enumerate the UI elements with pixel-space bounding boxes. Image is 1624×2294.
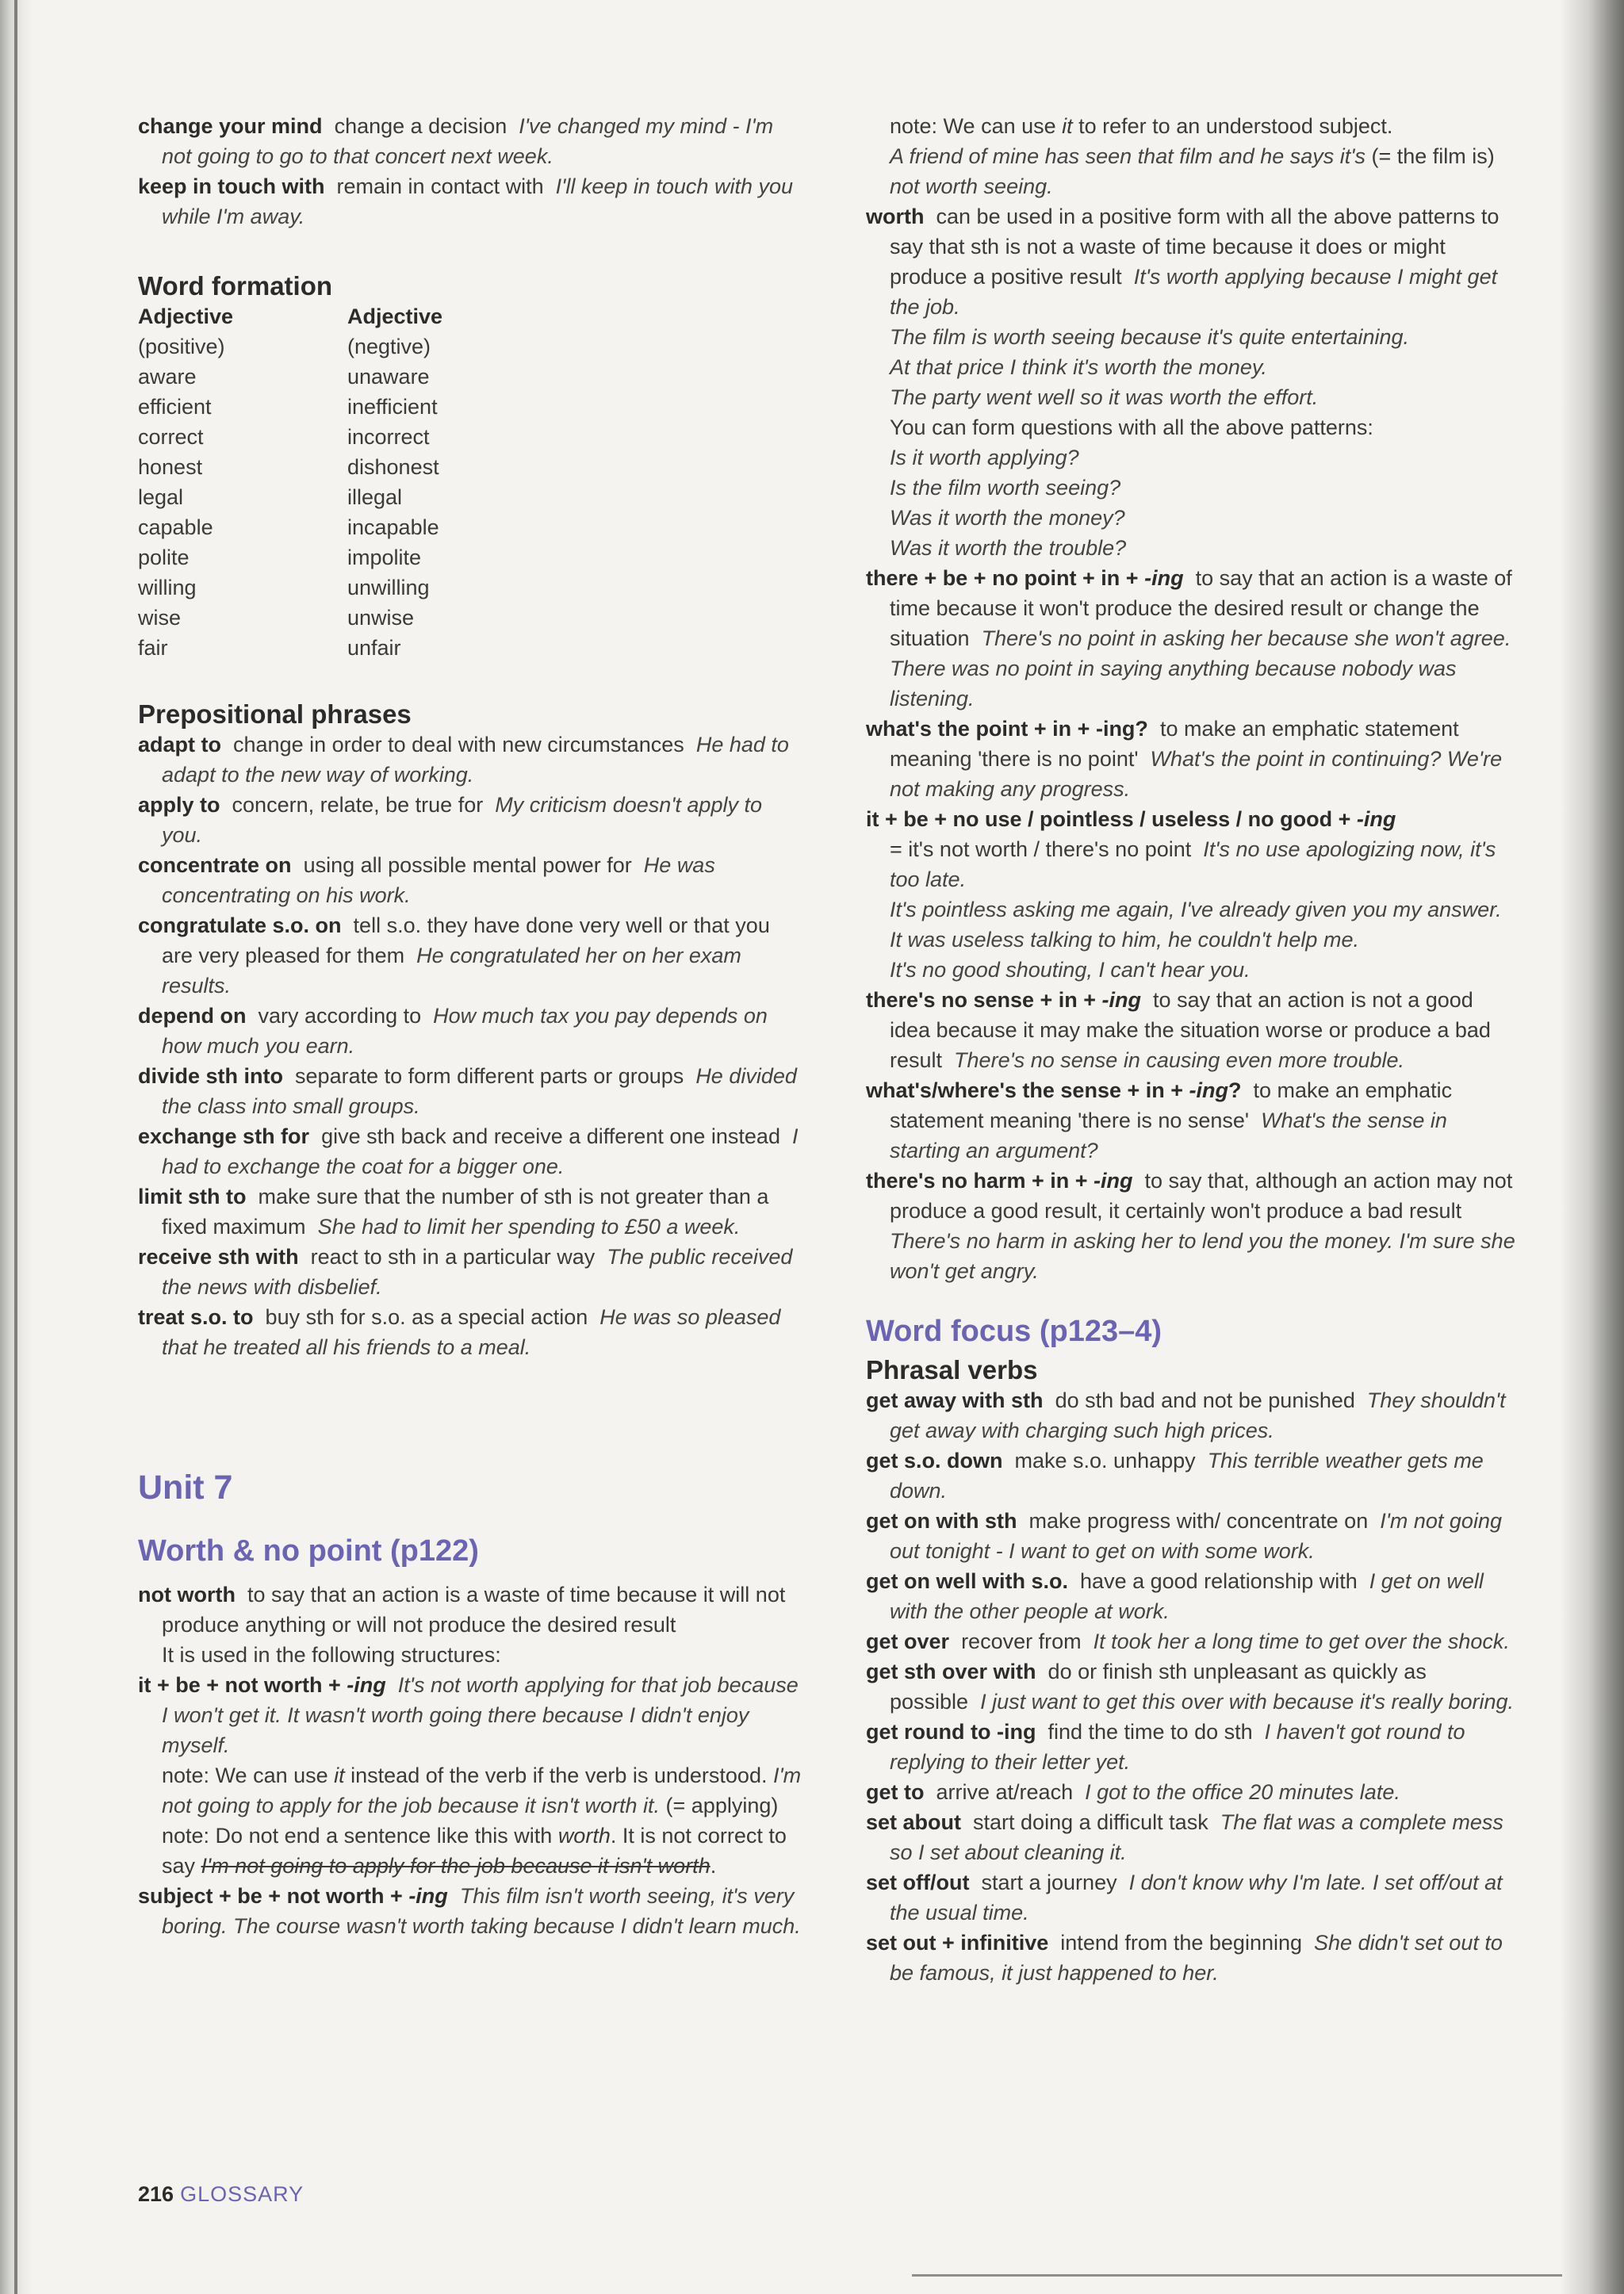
definition: to say that an action is a waste of time because it will not produce anything or will not produce the desired result: [162, 1583, 786, 1637]
term: get away with sth: [866, 1388, 1044, 1412]
term-text: it + be + not worth +: [138, 1673, 347, 1697]
definition: can be used in a positive form with all the above patterns to say that sth is not a waste of time because it does or might produce a positive result: [890, 205, 1500, 289]
negative-adjective: unaware: [347, 365, 430, 389]
example: How much tax you pay depends on how much you earn.: [162, 1004, 768, 1058]
negative-adjective: unfair: [347, 636, 401, 660]
term: [138, 1673, 386, 1697]
term: get over: [866, 1630, 950, 1653]
positive-adjective: polite: [138, 546, 190, 569]
definition: do sth bad and not be punished: [1055, 1388, 1355, 1412]
example: My criticism doesn't apply to you.: [162, 793, 762, 847]
glossary-entry: [866, 1928, 1516, 1988]
positive-adjective: fair: [138, 636, 168, 660]
note-example: I'm not going to apply for the job because it isn't worth it.: [162, 1764, 802, 1817]
phrasal-verbs-heading: Phrasal verbs: [866, 1355, 1038, 1384]
term: [138, 1884, 448, 1908]
note-worth: worth: [557, 1824, 611, 1848]
note-text: . It is not correct to say: [162, 1824, 787, 1878]
example: I get on well with the other people at work.: [890, 1569, 1484, 1623]
negative-adjective: illegal: [347, 485, 403, 509]
positive-adjective: willing: [138, 576, 197, 599]
right-column: [866, 111, 1516, 1988]
glossary-entry: [138, 850, 804, 910]
example: I haven't got round to replying to their letter yet.: [890, 1720, 1465, 1774]
definition: find the time to do sth: [1048, 1720, 1253, 1744]
example: There's no sense in causing even more trouble.: [954, 1048, 1405, 1072]
question-example: Is the film worth seeing?: [890, 476, 1121, 500]
example: I've changed my mind - I'm not going to go to that concert next week.: [162, 114, 774, 168]
questions-line: You can form questions with all the above patterns:: [890, 416, 1373, 439]
negative-adjective: unwilling: [347, 576, 430, 599]
term: get s.o. down: [866, 1449, 1003, 1473]
glossary-entry: [866, 1807, 1516, 1867]
definition: to make an emphatic statement meaning 'there is no sense': [890, 1078, 1453, 1132]
glossary-entry: [138, 1121, 804, 1181]
term-text: there's no harm + in +: [866, 1169, 1094, 1193]
definition: = it's not worth / there's no point: [890, 837, 1192, 861]
term-ing: -ing: [1094, 1169, 1133, 1193]
term: [866, 807, 1396, 831]
entry-no-sense: [866, 985, 1516, 1075]
definition: concern, relate, be true for: [232, 793, 484, 817]
definition: react to sth in a particular way: [310, 1245, 596, 1269]
entry-subject-be-not-worth: [138, 1881, 804, 1941]
definition: to say that an action is a waste of time because it won't produce the desired result or change the situation: [890, 566, 1512, 650]
glossary-entry: [866, 1626, 1516, 1656]
note-text: note: Do not end a sentence like this with: [162, 1824, 558, 1848]
example-line: It was useless talking to him, he couldn't help me.: [890, 928, 1359, 952]
term: congratulate s.o. on: [138, 913, 342, 937]
example: It's worth applying because I might get the job.: [890, 265, 1498, 319]
term: get to: [866, 1780, 925, 1804]
example: He was concentrating on his work.: [162, 853, 715, 907]
book-spine: [14, 0, 17, 2294]
definition: do or finish sth unpleasant as quickly as possible: [890, 1660, 1427, 1714]
glossary-entry: [138, 1302, 804, 1362]
term: limit sth to: [138, 1185, 247, 1208]
note-do-not-end: [138, 1821, 804, 1881]
wf-subheader: (positive): [138, 335, 225, 358]
word-formation-table: [138, 301, 804, 663]
negative-adjective: incapable: [347, 515, 439, 539]
example: It's no use apologizing now, it's too late.: [890, 837, 1496, 891]
example-line: It's no good shouting, I can't hear you.: [890, 958, 1251, 982]
wf-header: Adjective: [138, 304, 234, 328]
example-line: The film is worth seeing because it's quite entertaining.: [890, 325, 1410, 349]
intro-entries: [138, 111, 804, 232]
example: They shouldn't get away with charging such high prices.: [890, 1388, 1506, 1442]
definition: intend from the beginning: [1060, 1931, 1303, 1955]
term: treat s.o. to: [138, 1305, 254, 1329]
term: get round to -ing: [866, 1720, 1036, 1744]
definition: arrive at/reach: [936, 1780, 1074, 1804]
note-it-instead: [138, 1760, 804, 1821]
example: What's the point in continuing? We're not making any progress.: [890, 747, 1503, 801]
glossary-entry: [866, 1446, 1516, 1506]
entry-it-be-not-worth: [138, 1670, 804, 1760]
note-text: note: We can use: [162, 1764, 335, 1787]
term: change your mind: [138, 114, 323, 138]
term: get on with sth: [866, 1509, 1017, 1533]
term: worth: [866, 205, 925, 228]
glossary-entry: [138, 1242, 804, 1302]
page-footer: [138, 2182, 304, 2207]
term-ing: -ing: [1101, 988, 1142, 1012]
example: He had to adapt to the new way of working.: [162, 733, 789, 787]
positive-adjective: aware: [138, 365, 197, 389]
example: It took her a long time to get over the shock.: [1093, 1630, 1510, 1653]
unit-title: Unit 7: [138, 1469, 233, 1507]
glossary-entry: [866, 1867, 1516, 1928]
glossary-entry: [138, 730, 804, 790]
example: It's not worth applying for that job because I won't get it. It wasn't worth going there because I didn't enjoy myself.: [162, 1673, 799, 1757]
footer-label: GLOSSARY: [180, 2182, 304, 2206]
note-text: note: We can use: [890, 114, 1063, 138]
example: He was so pleased that he treated all his friends to a meal.: [162, 1305, 781, 1359]
glossary-entry: [138, 1001, 804, 1061]
example: There's no point in asking her because she won't agree. There was no point in saying anything because nobody was listening.: [890, 626, 1511, 710]
phrasal-entries: [866, 1385, 1516, 1988]
definition: remain in contact with: [336, 174, 544, 198]
glossary-entry: [138, 171, 804, 232]
term: exchange sth for: [138, 1124, 310, 1148]
wf-subheader: (negtive): [347, 335, 431, 358]
term: what's the point + in + -ing?: [866, 717, 1148, 741]
definition: to say that, although an action may not produce a good result, it certainly won't produce a bad result: [890, 1169, 1513, 1223]
entry-worth: [866, 201, 1516, 322]
term-ing: -ing: [347, 1673, 386, 1697]
left-column: [138, 111, 804, 1941]
definition: to say that an action is not a good idea because it may make the situation worse or produce a bad result: [890, 988, 1491, 1072]
prepositional-entries: [138, 730, 804, 1362]
definition: start a journey: [981, 1871, 1117, 1894]
definition: give sth back and receive a different one instead: [321, 1124, 780, 1148]
glossary-entry: [866, 1385, 1516, 1446]
entry-whats-the-sense: [866, 1075, 1516, 1166]
structures-line: It is used in the following structures:: [162, 1643, 501, 1667]
word-formation-heading: Word formation: [138, 271, 333, 301]
note-text: (= the film is): [1365, 144, 1495, 168]
term-ing: -ing: [1189, 1078, 1228, 1102]
term: adapt to: [138, 733, 221, 756]
example: The flat was a complete mess so I set about cleaning it.: [890, 1810, 1503, 1864]
glossary-entry: [866, 1717, 1516, 1777]
term: get sth over with: [866, 1660, 1036, 1683]
glossary-entry: [138, 1181, 804, 1242]
definition: change in order to deal with new circumstances: [233, 733, 684, 756]
term: [866, 1169, 1133, 1193]
definition: make progress with/ concentrate on: [1028, 1509, 1369, 1533]
example: What's the sense in starting an argument?: [890, 1109, 1447, 1162]
positive-adjective: wise: [138, 606, 182, 630]
strikethrough-example: I'm not going to apply for the job because it isn't worth: [201, 1854, 710, 1878]
definition: buy sth for s.o. as a special action: [265, 1305, 588, 1329]
term: concentrate on: [138, 853, 292, 877]
term: set about: [866, 1810, 962, 1834]
definition: to make an emphatic statement meaning 'there is no point': [890, 717, 1459, 771]
term-ing: -ing: [1356, 807, 1396, 831]
entry-no-point: [866, 563, 1516, 714]
definition: tell s.o. they have done very well or that you are very pleased for them: [162, 913, 770, 967]
term-text: there's no sense + in +: [866, 988, 1102, 1012]
glossary-entry: [138, 910, 804, 1001]
definition: start doing a difficult task: [973, 1810, 1208, 1834]
glossary-entry: [138, 111, 804, 171]
positive-adjective: legal: [138, 485, 184, 509]
example: I had to exchange the coat for a bigger one.: [162, 1124, 799, 1178]
negative-adjective: dishonest: [347, 455, 439, 479]
glossary-entry: [866, 1656, 1516, 1717]
note-example: A friend of mine has seen that film and he says it's: [890, 144, 1365, 168]
glossary-entry: [866, 1566, 1516, 1626]
term: set out + infinitive: [866, 1931, 1049, 1955]
note-example: not worth seeing.: [890, 174, 1053, 198]
note-text: (= applying): [660, 1794, 779, 1817]
example: This terrible weather gets me down.: [890, 1449, 1484, 1503]
note-text: instead of the verb if the verb is understood.: [344, 1764, 773, 1787]
entry-no-use: [866, 804, 1516, 894]
term: get on well with s.o.: [866, 1569, 1069, 1593]
glossary-entry: [138, 790, 804, 850]
glossary-entry: [866, 1506, 1516, 1566]
page-edge: [1561, 0, 1624, 2294]
example: There's no harm in asking her to lend you the money. I'm sure she won't get angry.: [890, 1229, 1515, 1283]
positive-adjective: correct: [138, 425, 204, 449]
example: This film isn't worth seeing, it's very boring. The course wasn't worth taking because I didn't learn much.: [162, 1884, 801, 1938]
example-line: The party went well so it was worth the effort.: [890, 385, 1319, 409]
term: set off/out: [866, 1871, 970, 1894]
term-ing: -ing: [1144, 566, 1184, 590]
term: [866, 988, 1141, 1012]
glossary-entry: [866, 1777, 1516, 1807]
definition: recover from: [961, 1630, 1082, 1653]
example: I just want to get this over with because it's really boring.: [980, 1690, 1515, 1714]
example: He divided the class into small groups.: [162, 1064, 797, 1118]
note-it: it: [1062, 114, 1073, 138]
page-number: 216: [138, 2182, 174, 2206]
term-ing: -ing: [408, 1884, 448, 1908]
wf-header: Adjective: [347, 304, 443, 328]
negative-adjective: impolite: [347, 546, 422, 569]
term-text: ?: [1228, 1078, 1242, 1102]
example: He congratulated her on her exam results.: [162, 944, 741, 998]
question-example: Is it worth applying?: [890, 446, 1079, 469]
definition: separate to form different parts or groups: [295, 1064, 684, 1088]
definition: make sure that the number of sth is not greater than a fixed maximum: [162, 1185, 769, 1239]
page-bottom-edge: [912, 2274, 1562, 2277]
definition: using all possible mental power for: [303, 853, 632, 877]
term: keep in touch with: [138, 174, 325, 198]
positive-adjective: capable: [138, 515, 213, 539]
negative-adjective: unwise: [347, 606, 415, 630]
glossary-entry: [138, 1061, 804, 1121]
term: depend on: [138, 1004, 247, 1028]
positive-adjective: honest: [138, 455, 203, 479]
example-line: At that price I think it's worth the money.: [890, 355, 1267, 379]
entry-not-worth: [138, 1580, 804, 1640]
note-it: it: [334, 1764, 345, 1787]
definition: make s.o. unhappy: [1014, 1449, 1196, 1473]
note-understood-subject: [866, 111, 1516, 201]
term: apply to: [138, 793, 220, 817]
example: I'm not going out tonight - I want to get on with some work.: [890, 1509, 1502, 1563]
term-text: it + be + no use / pointless / useless / no good +: [866, 807, 1357, 831]
question-example: Was it worth the trouble?: [890, 536, 1127, 560]
note-text: to refer to an understood subject.: [1072, 114, 1393, 138]
negative-adjective: incorrect: [347, 425, 430, 449]
term: not worth: [138, 1583, 236, 1607]
term-text: there + be + no point + in +: [866, 566, 1145, 590]
definition: vary according to: [258, 1004, 422, 1028]
term: [866, 1078, 1242, 1102]
entry-no-harm: [866, 1166, 1516, 1286]
definition: have a good relationship with: [1080, 1569, 1358, 1593]
term: divide sth into: [138, 1064, 284, 1088]
term: [866, 566, 1184, 590]
example: I got to the office 20 minutes late.: [1085, 1780, 1400, 1804]
worth-heading: Worth & no point (p122): [138, 1534, 479, 1568]
prepositional-heading: Prepositional phrases: [138, 699, 412, 729]
negative-adjective: inefficient: [347, 395, 438, 419]
example: She didn't set out to be famous, it just happened to her.: [890, 1931, 1503, 1985]
note-text: .: [710, 1854, 717, 1878]
term-text: what's/where's the sense + in +: [866, 1078, 1189, 1102]
definition: change a decision: [334, 114, 508, 138]
term: receive sth with: [138, 1245, 299, 1269]
entry-whats-the-point: [866, 714, 1516, 804]
example: I don't know why I'm late. I set off/out at the usual time.: [890, 1871, 1503, 1924]
question-example: Was it worth the money?: [890, 506, 1125, 530]
example-line: It's pointless asking me again, I've already given you my answer.: [890, 898, 1502, 921]
word-focus-heading: Word focus (p123–4): [866, 1315, 1162, 1348]
example: I'll keep in touch with you while I'm away.: [162, 174, 793, 228]
example: She had to limit her spending to £50 a week.: [317, 1215, 741, 1239]
example: The public received the news with disbelief.: [162, 1245, 793, 1299]
positive-adjective: efficient: [138, 395, 212, 419]
term-text: subject + be + not worth +: [138, 1884, 409, 1908]
